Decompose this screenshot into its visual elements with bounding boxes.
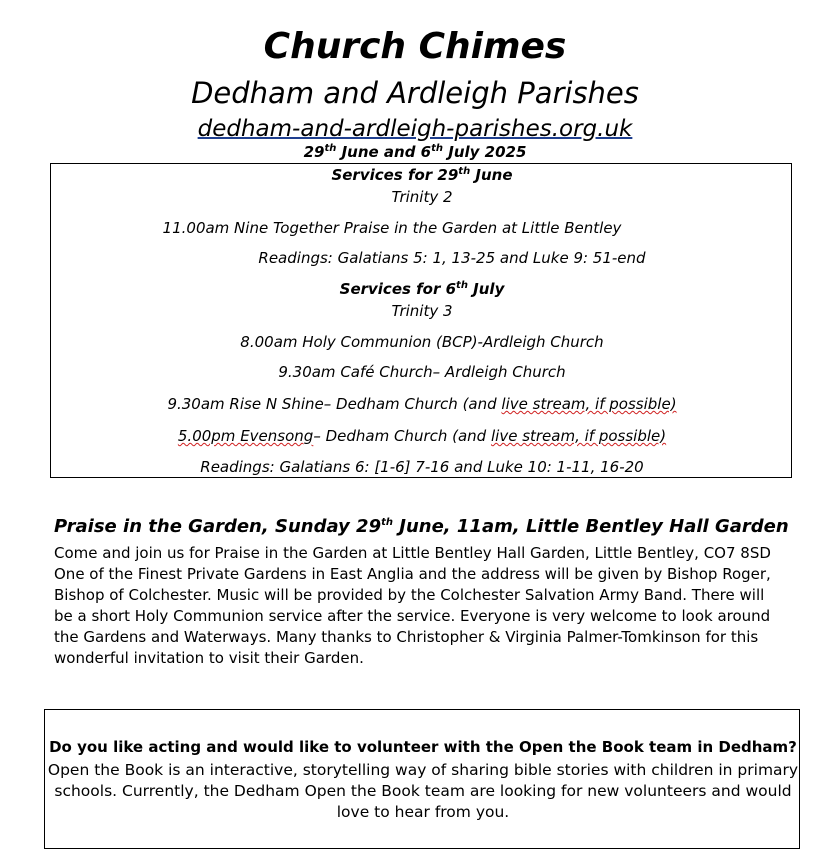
- second-heading-text: Services for 6: [339, 280, 457, 298]
- first-sunday-name: Trinity 2: [391, 188, 453, 206]
- praise-line: One of the Finest Private Gardens in East Anglia and the address will be given by Bishop Roger,: [54, 565, 771, 583]
- praise-body: [54, 543, 814, 669]
- service-4-live-stream[interactable]: live stream, if possible): [490, 427, 667, 445]
- second-readings: Readings: Galatians 6: [1-6] 7-16 and Luke 10: 1-11, 16-20: [200, 458, 644, 476]
- second-sunday-name: Trinity 3: [391, 302, 453, 320]
- praise-heading: [54, 516, 789, 537]
- second-services-heading: [51, 280, 793, 298]
- praise-line: be a short Holy Communion service after the service. Everyone is very welcome to look around: [54, 607, 771, 625]
- service-4-evensong: 5.00pm Evensong: [177, 427, 314, 445]
- newsletter-title: Church Chimes: [263, 26, 567, 67]
- first-services-heading: [51, 166, 793, 184]
- praise-heading-tail: June, 11am, Little Bentley Hall Garden: [393, 516, 789, 537]
- service-item-4: [51, 427, 793, 445]
- dates-day-1: 29: [303, 143, 325, 161]
- book-line: love to hear from you.: [336, 803, 510, 821]
- services-box: [50, 163, 792, 478]
- praise-heading-sup: th: [381, 517, 393, 528]
- book-line: schools. Currently, the Dedham Open the Book team are looking for new volunteers and would: [54, 782, 792, 800]
- first-readings: Readings: Galatians 5: 1, 13-25 and Luke 9: 51-end: [258, 249, 646, 267]
- praise-line: the Gardens and Waterways. Many thanks to Christopher & Virginia Palmer-Tomkinson for this: [54, 628, 759, 646]
- website-link[interactable]: dedham-and-ardleigh-parishes.org.uk: [197, 116, 633, 142]
- open-the-book-box: [44, 709, 800, 849]
- praise-line: Come and join us for Praise in the Garden at Little Bentley Hall Garden, Little Bentley, CO7 8SD: [54, 544, 771, 562]
- dates-sup-1: th: [324, 143, 337, 154]
- praise-line: wonderful invitation to visit their Garden.: [54, 649, 364, 667]
- praise-line: Bishop of Colchester. Music will be provided by the Colchester Salvation Army Band. There will: [54, 586, 765, 604]
- dates-sup-2: th: [431, 143, 444, 154]
- service-3-live-stream[interactable]: live stream, if possible): [501, 395, 677, 413]
- second-heading-sup: th: [456, 280, 468, 291]
- first-heading-sup: th: [458, 166, 471, 177]
- second-heading-tail: July: [467, 280, 505, 298]
- praise-heading-text: Praise in the Garden, Sunday 29: [54, 516, 382, 537]
- first-heading-text: Services for 29: [331, 166, 459, 184]
- service-4-text: – Dedham Church (and: [313, 427, 491, 445]
- parish-subtitle: Dedham and Ardleigh Parishes: [191, 76, 639, 110]
- open-the-book-body: [45, 760, 801, 823]
- service-item-1: 8.00am Holy Communion (BCP)-Ardleigh Church: [240, 333, 604, 351]
- open-the-book-heading: Do you like acting and would like to volunteer with the Open the Book team in Dedham?: [49, 738, 797, 756]
- issue-dates: [0, 143, 830, 161]
- service-item-2: 9.30am Café Church– Ardleigh Church: [278, 363, 566, 381]
- first-heading-tail: June: [470, 166, 513, 184]
- first-service-item: 11.00am Nine Together Praise in the Garden at Little Bentley: [162, 219, 622, 237]
- dates-middle: June and 6: [336, 143, 432, 161]
- dates-year: July 2025: [443, 143, 527, 161]
- service-3-text: 9.30am Rise N Shine– Dedham Church (and: [167, 395, 502, 413]
- service-item-3: [51, 395, 793, 413]
- website-link-container: [0, 116, 830, 142]
- book-line: Open the Book is an interactive, storytelling way of sharing bible stories with children in primary: [47, 761, 799, 779]
